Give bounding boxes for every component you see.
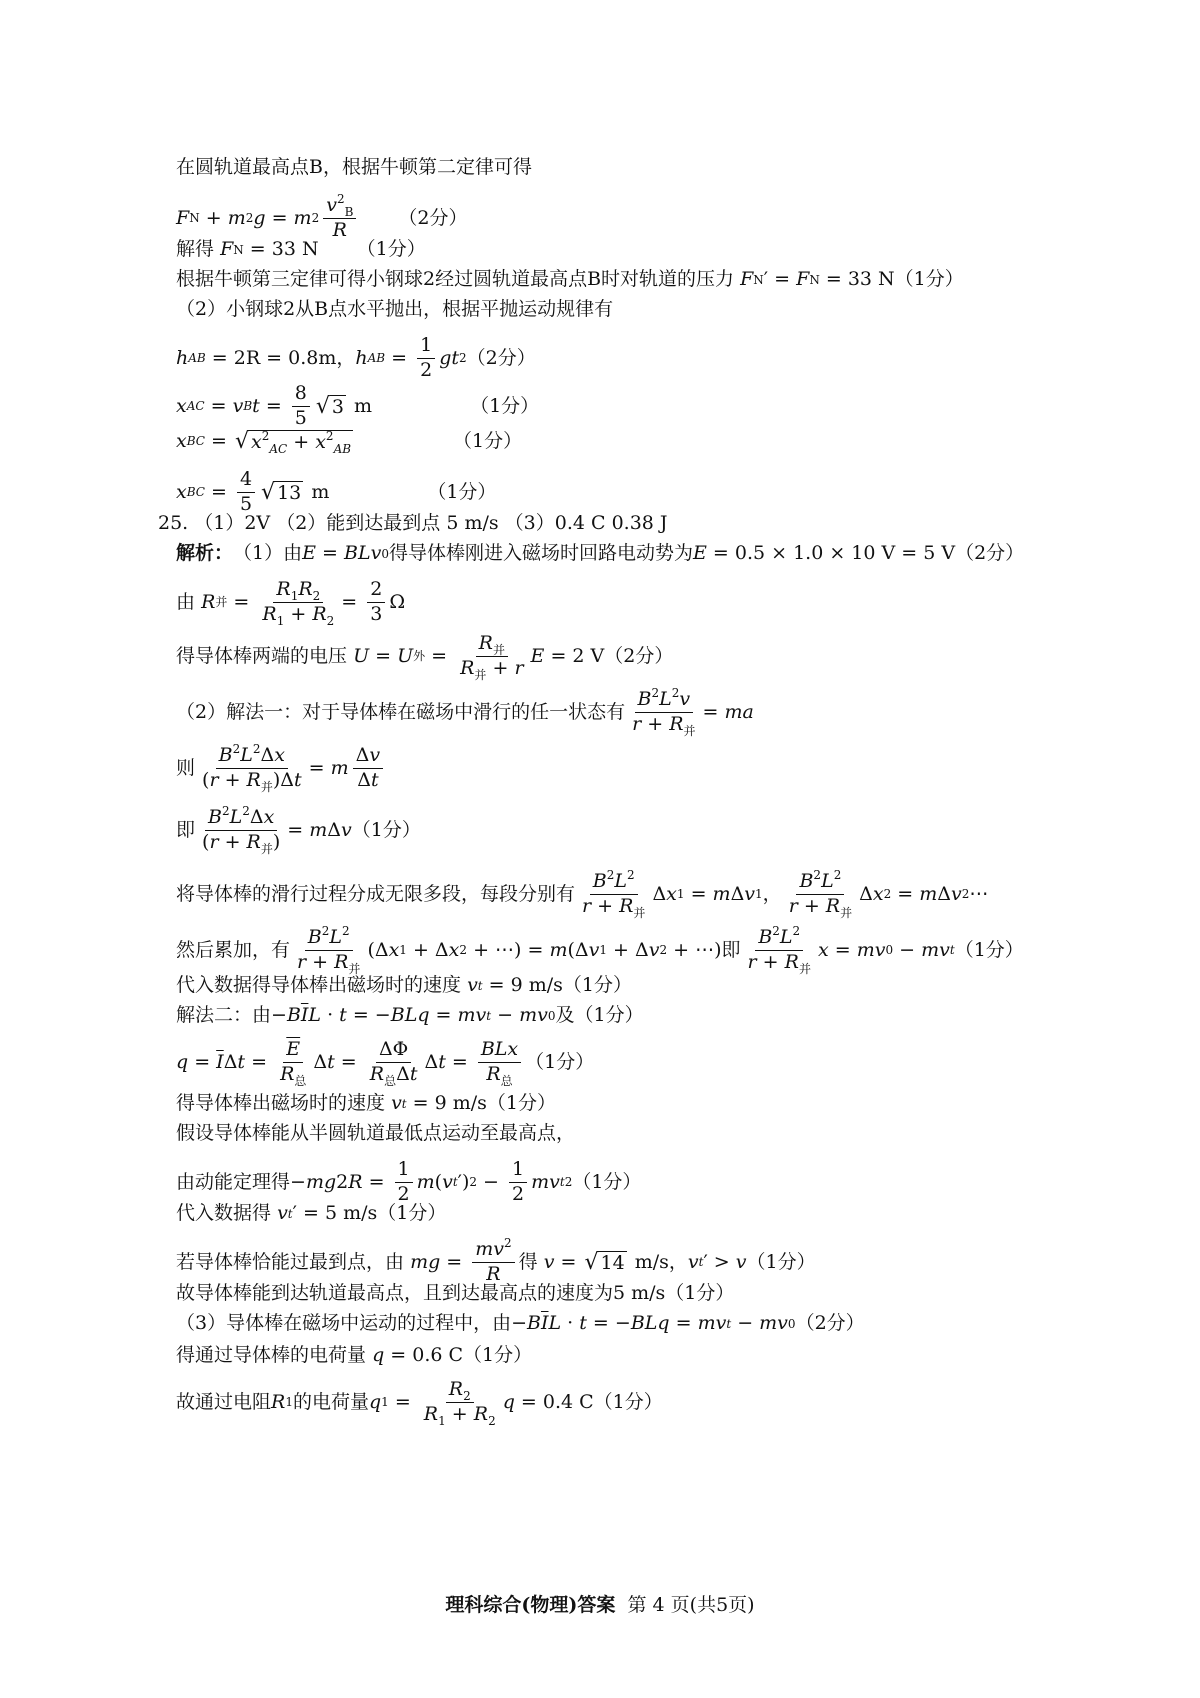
score: （1分） [351, 818, 421, 841]
value: = 2 V（2分） [550, 644, 674, 667]
sqrt: √ 3 [315, 393, 344, 419]
unit: m/s， [634, 1250, 688, 1273]
fraction: $\frac{R_并}{R_并 + r}$ [460, 632, 524, 682]
text: 根据牛顿第三定律可得小钢球2经过圆轨道最高点B时对轨道的压力 [176, 268, 735, 290]
equation-line: 代入数据得 v t ′ = 5 m/s（1分） [176, 1202, 447, 1224]
text: 代入数据得 [176, 1202, 272, 1224]
value: = 9 m/s（1分） [412, 1092, 557, 1114]
text: 故通过电阻 [176, 1390, 272, 1413]
equation-line: F N + m 2 g = m 2 $\frac{v^2_B}{R}$ （2分） [176, 192, 468, 241]
text: （2）解法一：对于导体棒在磁场中滑行的任一状态有 [176, 700, 626, 723]
text: 将导体棒的滑行过程分成无限多段，每段分别有 [176, 882, 576, 905]
score: （1分） [746, 1250, 816, 1273]
text: 假设导体棒能从半圆轨道最低点运动至最高点， [176, 1122, 576, 1144]
equation-line: 解得 F N = 33 N （1分） [176, 238, 426, 260]
page-footer [0, 1596, 1200, 1615]
score: （2分） [795, 1312, 865, 1334]
fraction: $\frac{\text{BLx}}{R_总}$ [478, 1040, 521, 1085]
equation-line: 得导体棒两端的电压 U = U 外 = $\frac{R_并}{R_并 + r}$ E = 2 V（2分） [176, 632, 674, 682]
unit: Ω [389, 590, 406, 613]
fraction: $\frac{B^2L^2}{r + R_并}$ [582, 868, 646, 920]
fraction: $\frac{4}{5}$ [237, 470, 255, 515]
text-line [176, 158, 532, 177]
equation-line: 由 R 并 = $\frac{R_1R_2}{R_1 + R_2}$ = $\frac{2}{3}$ Ω [176, 578, 406, 628]
equation-line: h AB = 2R = 0.8m， h AB = $\frac{1}{2}$ gt 2 （2分） [176, 334, 536, 381]
score: （2分） [398, 206, 468, 229]
score: （1分） [470, 394, 540, 417]
text: （2）小钢球2从B点水平抛出，根据平抛运动规律有 [176, 298, 614, 320]
equation-line: 由动能定理得 − mg 2 R = $\frac{1}{2}$ m ( v t ′) 2 − $\frac{1}{2}$ mv t 2 （1分） [176, 1158, 642, 1205]
fraction: $\frac{R_2}{R_1 + R_2}$ [423, 1378, 496, 1428]
text: （3）导体棒在磁场中运动的过程中，由 [176, 1312, 512, 1334]
value: = 0.4 C（1分） [520, 1390, 663, 1413]
unit: m [354, 394, 373, 417]
value: = 9 m/s（1分） [488, 974, 633, 996]
score: （1分） [453, 429, 523, 452]
text: （1）由 [233, 542, 303, 564]
equation-line: 然后累加，有 $\frac{B^2L^2}{r + R_并}$ (Δ x 1 + Δ x 2 + ⋯) = m (Δ v 1 + Δ v 2 + ⋯) 即 $\frac{B^2L^2}{r + R_并}$ x = mv 0 − mv t （1分） [176, 924, 1024, 976]
text: 解得 [176, 238, 215, 260]
equation-line: （3）导体棒在磁场中运动的过程中，由 − B $\overline{I}$ L · t = − BLq = mv t − mv 0 （2分） [176, 1312, 865, 1334]
text: 得导体棒出磁场时的速度 [176, 1092, 386, 1114]
text-line [176, 300, 613, 319]
unit: m [311, 480, 330, 503]
footer-page: 第 4 页(共5页) [627, 1594, 755, 1616]
equation-line: x BC = $\frac{4}{5}$ √ 13 m （1分） [176, 468, 497, 515]
sqrt: √ $x^2_{AC} + x^2_{AB}$ [234, 428, 352, 456]
fraction: $\frac{\overline{E}}{R_总}$ [280, 1038, 307, 1088]
equation-line: 根据牛顿第三定律可得小钢球2经过圆轨道最高点B时对轨道的压力 F N ′ = F N = 33 N（1分） [176, 268, 964, 290]
value: = 2R = 0.8m， [211, 346, 356, 369]
fraction: $\frac{v^2_B}{R}$ [323, 196, 356, 241]
equation-line: 将导体棒的滑行过程分成无限多段，每段分别有 $\frac{B^2L^2}{r + R_并}$ Δ x 1 = m Δ v 1 ， $\frac{B^2L^2}{r + R_并}$ Δ x 2 = m Δ v 2 ⋯ [176, 868, 989, 920]
text: 若导体棒恰能过最到点，由 [176, 1250, 405, 1273]
text: 得导体棒刚进入磁场时回路电动势为 [388, 542, 693, 564]
equation-line: 解法二：由 − B $\overline{I}$ L · t = − BLq = mv t − mv 0 及（1分） [176, 1004, 644, 1026]
score: （2分） [466, 346, 536, 369]
text: 的电荷量 [292, 1390, 369, 1413]
fraction: $\frac{\Delta v}{\Delta t}$ [353, 746, 383, 791]
score: （1分） [525, 1050, 595, 1073]
answer-text: 25. （1）2V （2）能到达最到点 5 m/s （3）0.4 C 0.38 J [158, 512, 668, 534]
text-line [176, 1284, 734, 1303]
equation-line: （2）解法一：对于导体棒在磁场中滑行的任一状态有 $\frac{B^2L^2v}{r + R_并}$ = ma [176, 686, 754, 738]
text: 故导体棒能到达轨道最高点，且到达最高点的速度为5 m/s（1分） [176, 1282, 735, 1304]
score: （1分） [572, 1170, 642, 1193]
equation-line: x BC = √ $x^2_{AC} + x^2_{AB}$ （1分） [176, 428, 523, 456]
text: 在圆轨道最高点B，根据牛顿第二定律可得 [176, 156, 532, 178]
fraction: $\frac{1}{2}$ [395, 1160, 413, 1205]
equation-line: 得通过导体棒的电荷量 q = 0.6 C（1分） [176, 1344, 533, 1366]
text: 即 [176, 818, 196, 841]
value: = 33 N [249, 238, 319, 260]
fraction: $\frac{B^2L^2\Delta x}{(r + R_并)}$ [202, 804, 281, 856]
fraction: $\frac{B^2L^2\Delta x}{(r + R_并)\Delta t}$ [202, 742, 302, 794]
text: 得 [518, 1250, 538, 1273]
fraction: $\frac{2}{3}$ [367, 580, 385, 625]
score: 及（1分） [555, 1004, 644, 1026]
fraction: $\frac{\Delta\Phi}{R_总\Delta t}$ [369, 1038, 418, 1088]
fraction: $\frac{8}{5}$ [292, 384, 310, 429]
equation-line: 得导体棒出磁场时的速度 v t = 9 m/s（1分） [176, 1092, 557, 1114]
text: 代入数据得导体棒出磁场时的速度 [176, 974, 462, 996]
equation-line: 即 $\frac{B^2L^2\Delta x}{(r + R_并)}$ = m Δ v （1分） [176, 804, 421, 856]
score: （1分） [954, 938, 1024, 961]
text: 得通过导体棒的电荷量 [176, 1344, 367, 1366]
text-line [176, 1124, 575, 1143]
footer-subject: 理科综合(物理)答案 [445, 1594, 616, 1616]
equation-line: 故通过电阻 R 1 的电荷量 q 1 = $\frac{R_2}{R_1 + R_2}$ q = 0.4 C（1分） [176, 1378, 663, 1428]
equation-line: 解析： （1）由 E = BLv 0 得导体棒刚进入磁场时回路电动势为 E = 0.5 × 1.0 × 10 V = 5 V（2分） [176, 542, 1025, 564]
fraction: $\frac{B^2L^2}{r + R_并}$ [788, 868, 853, 920]
fraction: $\frac{1}{2}$ [509, 1160, 527, 1205]
value: = 5 m/s（1分） [302, 1202, 447, 1224]
value: = 0.5 × 1.0 × 10 V = 5 V（2分） [712, 542, 1025, 564]
answer-line [158, 514, 668, 533]
equation-line: 则 $\frac{B^2L^2\Delta x}{(r + R_并)\Delta t}$ = m $\frac{\Delta v}{\Delta t}$ [176, 746, 387, 791]
fraction: $\frac{R_1R_2}{R_1 + R_2}$ [262, 578, 335, 628]
fraction: $\frac{B^2L^2}{r + R_并}$ [747, 924, 811, 976]
text: 即 [721, 938, 741, 961]
text: 由动能定理得 [176, 1170, 291, 1193]
fraction: $\frac{mv^2}{R}$ [472, 1240, 514, 1285]
score: （1分） [356, 238, 426, 260]
text: 解法二：由 [176, 1004, 272, 1026]
text: 然后累加，有 [176, 938, 291, 961]
text: 由 [176, 590, 196, 613]
fraction: $\frac{1}{2}$ [417, 336, 435, 381]
equation-line: 若导体棒恰能过最到点，由 mg = $\frac{mv^2}{R}$ 得 v = √ 14 m/s， v t ′ > v （1分） [176, 1236, 816, 1285]
text: 得导体棒两端的电压 [176, 644, 348, 667]
text: 则 [176, 756, 196, 779]
value: = 33 N（1分） [825, 268, 964, 290]
value: = 0.6 C（1分） [390, 1344, 533, 1366]
label: 解析： [176, 542, 234, 564]
fraction: $\frac{B^2L^2v}{r + R_并}$ [632, 686, 696, 738]
sqrt: √ 14 [584, 1249, 625, 1275]
equation-line: q = $\overline{I}$ Δ t = $\frac{\overline{E}}{R_总}$ Δ t = $\frac{\Delta\Phi}{R_总\Delta t}$ Δ t = $\frac{\text{BLx}}{R_总}$ （1分） [176, 1038, 595, 1088]
fraction: $\frac{B^2L^2}{r + R_并}$ [297, 924, 361, 976]
equation-line: x AC = v B t = $\frac{8}{5}$ √ 3 m （1分） [176, 382, 540, 429]
sqrt: √ 13 [261, 479, 302, 505]
score: （1分） [427, 480, 497, 503]
equation-line: 代入数据得导体棒出磁场时的速度 v t = 9 m/s（1分） [176, 974, 633, 996]
